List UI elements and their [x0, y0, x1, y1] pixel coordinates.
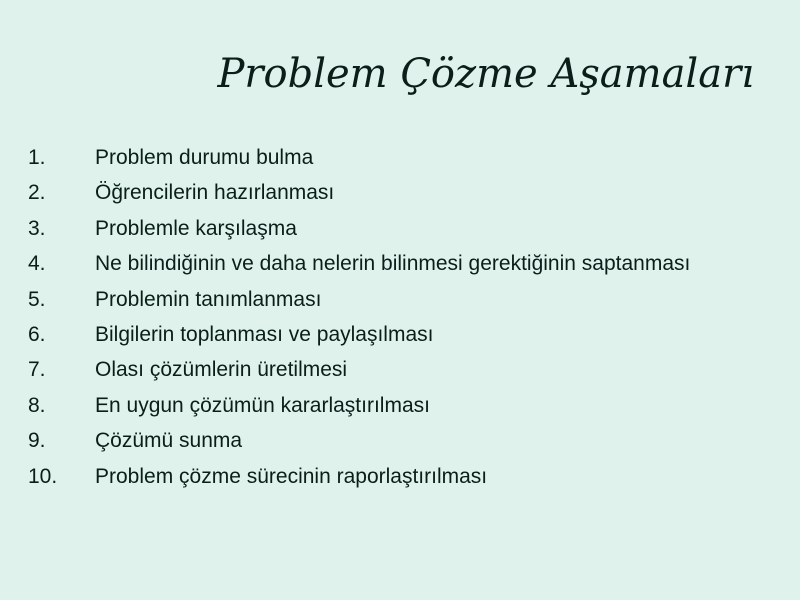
list-item — [28, 282, 788, 317]
list-item-number: 7. — [28, 358, 46, 382]
list-item-text: Bilgilerin toplanması ve paylaşılması — [95, 322, 434, 346]
list-item-text: En uygun çözümün kararlaştırılması — [95, 393, 430, 417]
list-item — [28, 352, 788, 387]
list-item-text: Ne bilindiğinin ve daha nelerin bilinmesi gerektiğinin saptanması — [95, 252, 691, 276]
list-item-text: Olası çözümlerin üretilmesi — [95, 358, 348, 382]
list-item-number: 1. — [28, 146, 46, 169]
list-item — [28, 388, 788, 423]
list-item — [28, 175, 788, 210]
list-item-text: Çözümü sunma — [95, 429, 243, 453]
list-item-number: 9. — [28, 429, 46, 453]
list-item-text: Problemle karşılaşma — [95, 216, 297, 240]
list-item — [28, 459, 788, 494]
list-item — [28, 211, 788, 246]
list-item-number: 3. — [28, 216, 46, 240]
list-item-text: Problem çözme sürecinin raporlaştırılması — [95, 464, 488, 488]
list-item-number: 5. — [28, 287, 46, 311]
list-item-text: Problem durumu bulma — [95, 146, 314, 169]
list-item-text: Problemin tanımlanması — [95, 287, 322, 311]
slide-title: Problem Çözme Aşamaları — [217, 51, 754, 97]
list-item-text: Öğrencilerin hazırlanması — [95, 181, 335, 205]
list-item-number: 4. — [28, 252, 46, 276]
list-item — [28, 317, 788, 352]
list-item-number: 2. — [28, 181, 46, 205]
list-item — [28, 246, 788, 281]
list-item — [28, 423, 788, 458]
steps-list — [28, 140, 788, 494]
list-item — [28, 140, 788, 175]
list-item-number: 6. — [28, 322, 46, 346]
list-item-number: 10. — [28, 464, 58, 488]
list-item-number: 8. — [28, 393, 46, 417]
